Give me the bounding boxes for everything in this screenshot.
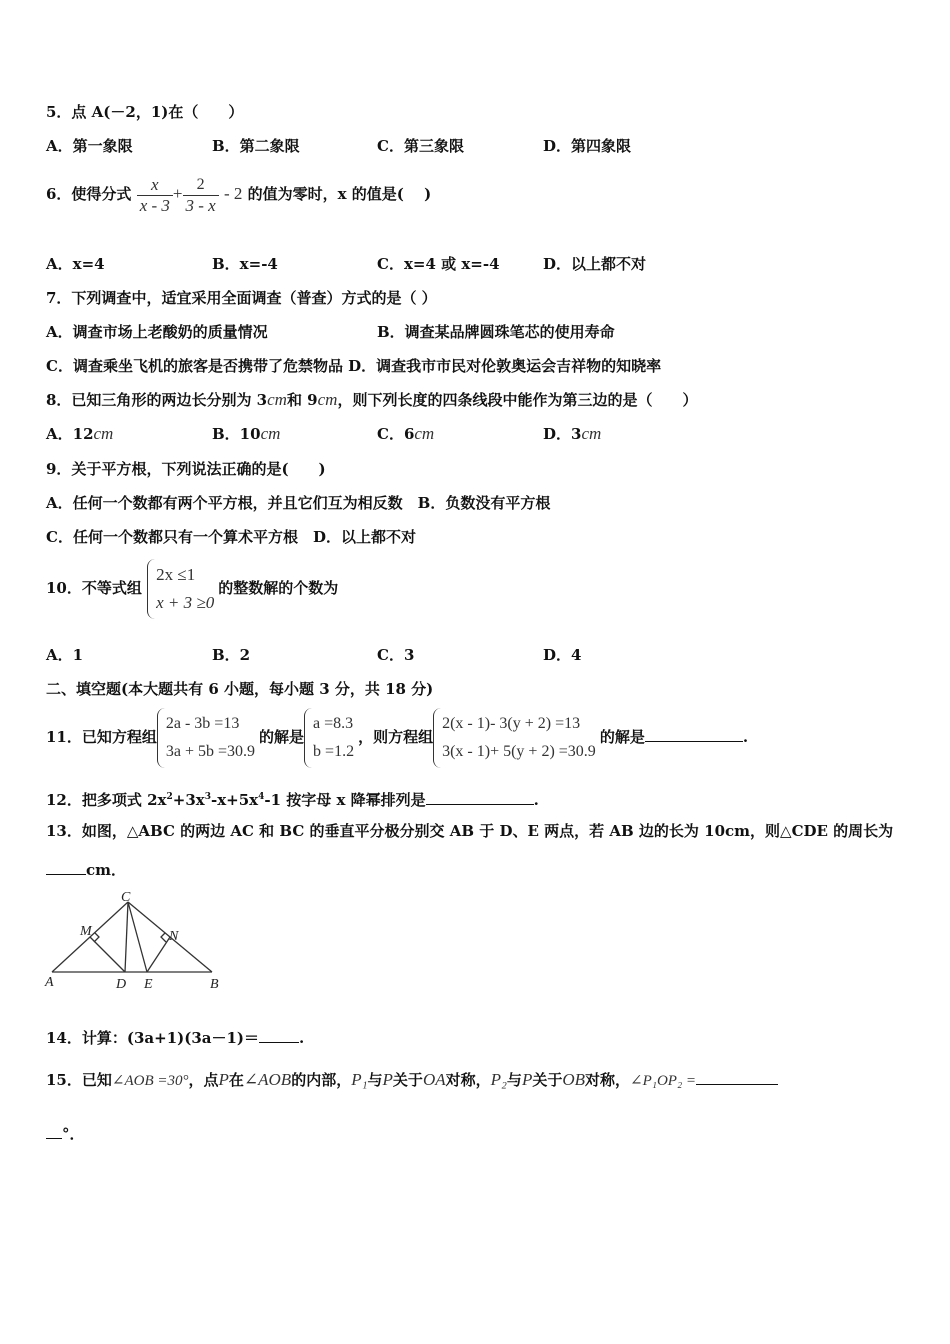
q7-option-cd: C．调查乘坐飞机的旅客是否携带了危禁物品 D．调查我市市民对伦敦奥运会吉祥物的知晓率: [46, 357, 662, 375]
q14-stem: 14．计算：(3a+1)(3a－1)＝ .: [46, 1029, 305, 1047]
q13-stem: 13．如图，△ABC 的两边 AC 和 BC 的垂直平分极分别交 AB 于 D、E 两点，若 AB 边的长为 10cm，则△CDE 的周长为: [46, 822, 894, 840]
q8-option-c: C．6cm: [377, 424, 435, 443]
label-n: N: [169, 929, 179, 944]
q9-option-cd: C．任何一个数都只有一个算术平方根 D．以上都不对: [46, 528, 416, 546]
section-title: 二、填空题(本大题共有 6 小题，每小题 3 分，共 18 分): [46, 680, 434, 698]
q10-stem: 10．不等式组 2x ≤1 x + 3 ≥0 的整数解的个数为: [46, 558, 338, 619]
right-angle-m: [94, 933, 99, 942]
segment-md: [90, 937, 125, 972]
q10-inequality-system: 2x ≤1 x + 3 ≥0: [147, 559, 218, 619]
segment-ne: [147, 937, 170, 972]
label-a: A: [45, 975, 54, 990]
q11-system-1: 2a - 3b =13 3a + 5b =30.9: [157, 708, 259, 768]
q11-answer-blank[interactable]: [645, 741, 743, 742]
q15-stem: 15．已知∠AOB =30°，点P在∠AOB的内部，P₁与P关于OA对称，P₂与P关于OB对称，∠P₁OP₂ =: [46, 1070, 778, 1091]
q5-option-c: C．第三象限: [377, 137, 464, 155]
q6-fraction-2: $\frac{2}{3 - x}$: [183, 175, 219, 216]
label-b: B: [210, 977, 219, 992]
q8-stem: 8．已知三角形的两边长分别为 3cm和 9cm，则下列长度的四条线段中能作为第三边的是（ ）: [46, 390, 698, 409]
q11-system-3: 2(x - 1)- 3(y + 2) =13 3(x - 1)+ 5(y + 2) =30.9: [433, 708, 600, 768]
q5-stem: 5．点 A(－2，1)在（ ）: [46, 103, 244, 121]
q5-option-b: B．第二象限: [212, 137, 300, 155]
label-c: C: [121, 890, 131, 905]
q8-option-a: A．12cm: [46, 424, 114, 443]
q15-stem-end: °．: [46, 1124, 85, 1144]
q10-option-d: D．4: [543, 646, 582, 664]
q7-stem: 7．下列调查中，适宜采用全面调查（普查）方式的是（ ）: [46, 289, 437, 307]
q8-option-d: D．3cm: [543, 424, 602, 443]
q6-option-c: C．x=4 或 x=-4: [377, 255, 500, 273]
label-m: M: [80, 924, 92, 939]
q10-option-c: C．3: [377, 646, 415, 664]
triangle-figure: [40, 888, 230, 993]
q12-stem: 12．把多项式 $2x^2+3x^3-x+5x^4-1$ 按字母 x 降幂排列是 .: [46, 791, 539, 809]
q7-option-b: B．调查某品牌圆珠笔芯的使用寿命: [377, 323, 615, 341]
q6-option-b: B．x=-4: [212, 255, 278, 273]
q6-option-a: A．x=4: [46, 255, 105, 273]
q8-option-b: B．10cm: [212, 424, 281, 443]
segment-ce: [128, 902, 147, 972]
q10-option-b: B．2: [212, 646, 251, 664]
right-angle-n: [161, 933, 166, 942]
q14-answer-blank[interactable]: [259, 1042, 299, 1043]
label-e: E: [144, 977, 153, 992]
q11-stem: 11．已知方程组 2a - 3b =13 3a + 5b =30.9 的解是 a =8.3 b =1.2 ，则方程组 2(x - 1)- 3(y + 2) =13 3(x - 1)+ 5(y + 2) =30.9 的解是 .: [46, 704, 748, 770]
label-d: D: [116, 977, 127, 992]
q6-option-d: D．以上都不对: [543, 255, 647, 273]
q5-option-a: A．第一象限: [46, 137, 133, 155]
q7-option-a: A．调查市场上老酸奶的质量情况: [46, 323, 268, 341]
q5-option-d: D．第四象限: [543, 137, 632, 155]
q15-answer-blank-cont[interactable]: [46, 1138, 62, 1139]
q9-option-ab: A．任何一个数都有两个平方根，并且它们互为相反数 B．负数没有平方根: [46, 494, 551, 512]
q15-answer-blank[interactable]: [696, 1084, 778, 1085]
q12-answer-blank[interactable]: [426, 804, 534, 805]
segment-cd: [125, 902, 128, 972]
q6-fraction-1: $\frac{x}{x - 3}$: [137, 175, 173, 216]
q13-answer-blank[interactable]: [46, 874, 86, 875]
q6-stem: 6．使得分式 $\frac{x}{x - 3}$ + $\frac{2}{3 - x}$ - 2 的值为零时，x 的值是( ): [46, 174, 432, 215]
q10-option-a: A．1: [46, 646, 84, 664]
q9-stem: 9．关于平方根，下列说法正确的是( ): [46, 460, 326, 478]
q13-stem-end: cm．: [46, 860, 126, 880]
q11-system-2: a =8.3 b =1.2: [304, 708, 358, 768]
